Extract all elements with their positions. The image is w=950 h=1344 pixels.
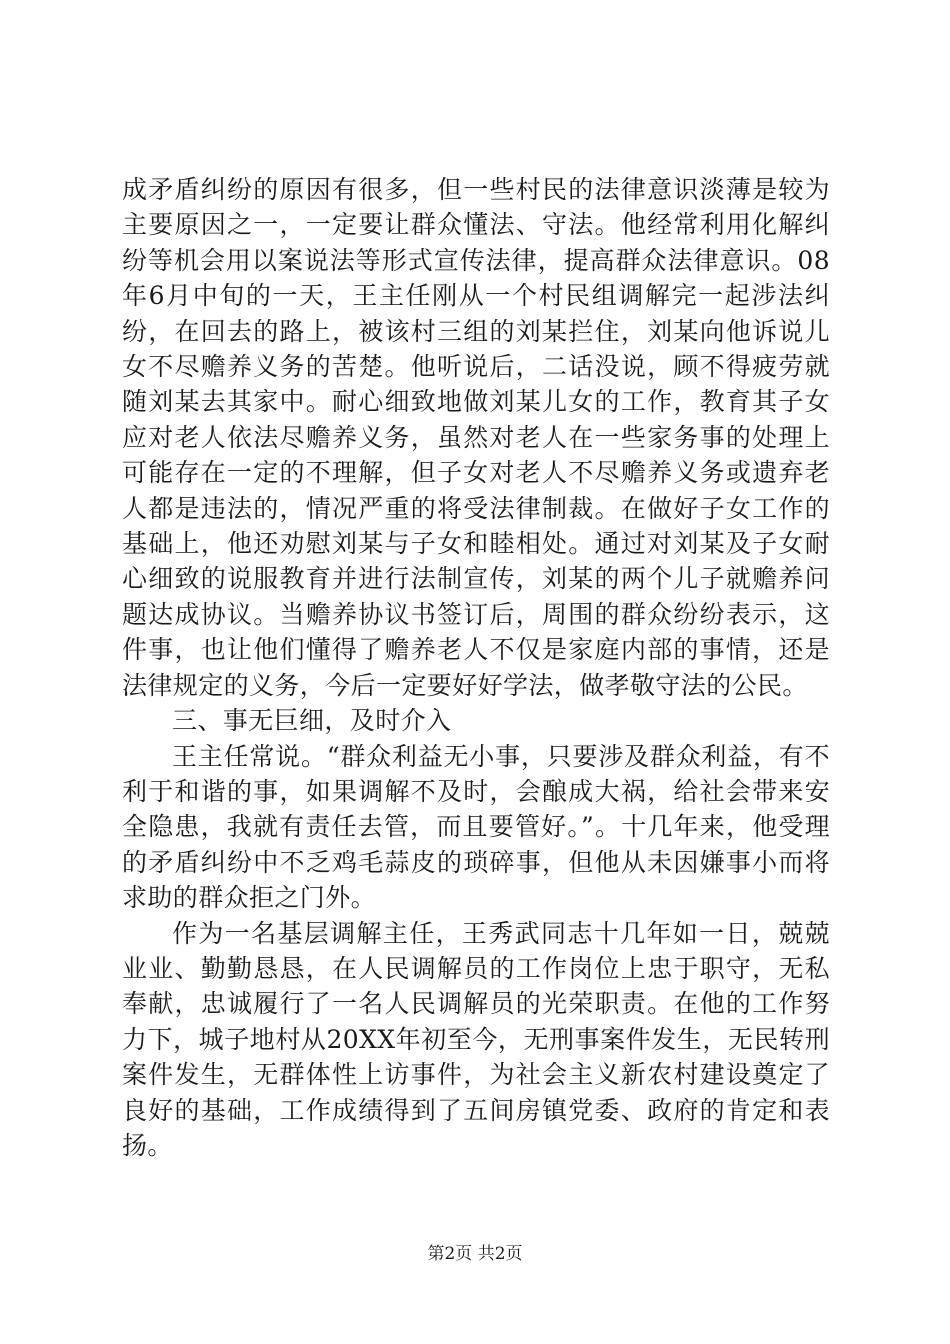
paragraph-quote: 王主任常说。“群众利益无小事，只要涉及群众利益，有不利于和谐的事，如果调解不及时，会酿成大祸，给社会带来安全隐患，我就有责任去管，而且要管好。”。十几年来，他受理的矛盾纠纷中不乏鸡毛蒜皮的琐碎事，但他从未因嫌事小而将求助的群众拒之门外。: [122, 741, 830, 913]
section-heading-3: 三、事无巨细，及时介入: [172, 706, 452, 736]
paragraph-continuation: 成矛盾纠纷的原因有很多，但一些村民的法律意识淡薄是较为主要原因之一，一定要让群众懂法、守法。他经常利用化解纠纷等机会用以案说法等形式宣传法律，提高群众法律意识。08年6月中旬的一天，王主任刚从一个村民组调解完一起涉法纠纷，在回去的路上，被该村三组的刘某拦住，刘某向他诉说儿女不尽赡养义务的苦楚。他听说后，二话没说，顾不得疲劳就随刘某去其家中。耐心细致地做刘某儿女的工作，教育其子女应对老人依法尽赡养义务，虽然对老人在一些家务事的处理上可能存在一定的不理解，但子女对老人不尽赡养义务或遗弃老人都是违法的，情况严重的将受法律制裁。在做好子女工作的基础上，他还劝慰刘某与子女和睦相处。通过对刘某及子女耐心细致的说服教育并进行法制宣传，刘某的两个儿子就赡养问题达成协议。当赡养协议书签订后，周围的群众纷纷表示，这件事，也让他们懂得了赡养老人不仅是家庭内部的事情，还是法律规定的义务，今后一定要好好学法，做孝敬守法的公民。: [122, 175, 830, 700]
body-text: [122, 172, 830, 1163]
page-number-footer: 第2页 共2页: [427, 1244, 523, 1264]
paragraph-conclusion: 作为一名基层调解主任，王秀武同志十几年如一日，兢兢业业、勤勤恳恳，在人民调解员的工作岗位上忠于职守，无私奉献，忠诚履行了一名人民调解员的光荣职责。在他的工作努力下，城子地村从20XX年初至今，无刑事案件发生，无民转刑案件发生，无群体性上访事件，为社会主义新农村建设奠定了良好的基础，工作成绩得到了五间房镇党委、政府的肯定和表扬。: [122, 918, 830, 1160]
